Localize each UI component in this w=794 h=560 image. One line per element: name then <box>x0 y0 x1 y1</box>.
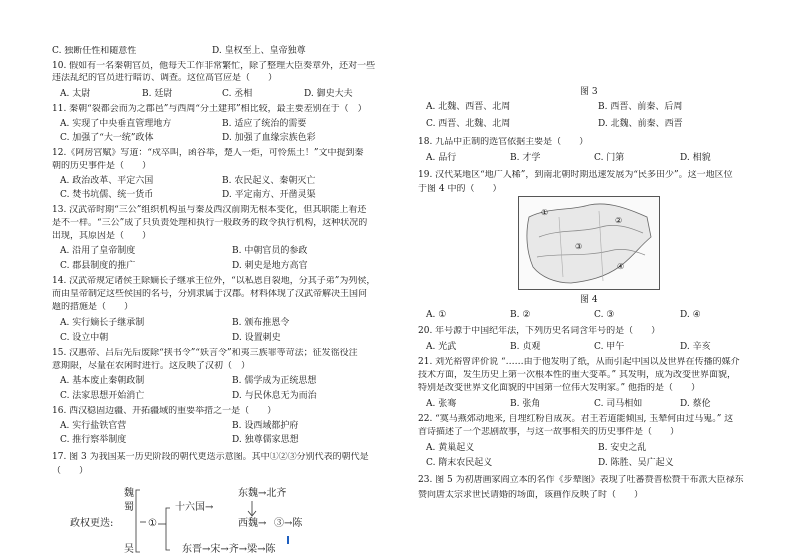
q22-option-c: C. 隋末农民起义 <box>426 458 493 468</box>
q17-stem-1: 17. 图 3 为我国某一历史阶段的朝代更迭示意图。其中①②③分别代表的朝代是 <box>52 452 369 462</box>
q12-option-b: B. 农民起义、秦朝灭亡 <box>222 176 316 186</box>
map-label-3: ③ <box>575 242 583 251</box>
q18-stem: 18. 九品中正制的选官依据主要是（ ） <box>418 137 589 147</box>
figure-4-map <box>518 196 660 290</box>
q19-stem-2: 于图 4 中的（ ） <box>418 184 502 194</box>
q19-option-d: D. ④ <box>680 310 701 320</box>
regime-change-label: 政权更迭: <box>70 518 114 529</box>
q13-stem-1: 13. 汉武帝时期“三公”组织机构虽与秦及西汉前期无根本变化，但其职能上看还 <box>52 205 367 215</box>
q15-stem-2: 意期限，尽量在农闲时进行。这反映了汉初（ ） <box>52 361 251 371</box>
map-label-2: ② <box>615 216 623 225</box>
shu-label: 蜀 <box>124 502 134 513</box>
q23-stem-2: 赞向唐太宗求世民请婚的场面，该画作反映了时（ ） <box>418 490 644 500</box>
q19-option-c: C. ③ <box>594 310 615 320</box>
q20-option-c: C. 甲午 <box>594 342 625 352</box>
q14-stem-1: 14. 汉武帝规定诸侯王除嫡长子继承王位外，“以私恩自裂地，分其子弟”为列侯， <box>52 276 376 286</box>
q23-stem-1: 23. 图 5 为初唐画家阎立本的名作《步辇图》表现了吐蕃赞普松赞干布派大臣禄东 <box>418 475 744 485</box>
q15-option-d: D. 与民休息无为而治 <box>232 391 317 401</box>
map-label-1: ① <box>541 208 549 217</box>
q18-option-b: B. 才学 <box>510 153 541 163</box>
q22-option-a: A. 黄巢起义 <box>426 443 475 453</box>
q14-stem-3: 题的措施是（ ） <box>52 302 134 312</box>
map-label-4: ④ <box>617 262 625 271</box>
q20-option-b: B. 贞观 <box>510 342 541 352</box>
q12-option-d: D. 平定南方、开凿灵渠 <box>222 190 316 200</box>
q16-option-d: D. 独尊儒家思想 <box>232 435 299 445</box>
q18-option-c: C. 门第 <box>594 153 625 163</box>
q9-option-c: C. 独断任性和随意性 <box>52 46 137 56</box>
q10-stem-1: 10. 假如有一名秦朝官员，他每天工作非常繁忙，除了整理大臣奏章外，还对一些 <box>52 61 376 71</box>
q20-stem: 20. 年号源于中国纪年法，下列历史名词含年号的是（ ） <box>418 326 661 336</box>
q12-stem-2: 朝的历史事件是（ ） <box>52 161 152 171</box>
right-column <box>418 0 758 560</box>
q9-option-d: D. 皇权至上、皇帝独尊 <box>212 46 306 56</box>
q16-option-c: C. 推行察举制度 <box>60 435 127 445</box>
q15-option-c: C. 法家思想开始消亡 <box>60 391 145 401</box>
q11-option-c: C. 加强了“大一统”政体 <box>60 133 154 143</box>
q11-option-b: B. 适应了统治的需要 <box>222 119 307 129</box>
western-wei-label: 西魏→ <box>238 518 267 529</box>
q12-stem-1: 12.《阿房宫赋》写道：“戍卒叫，函谷举，楚人一炬，可怜焦土！”文中提到秦 <box>52 148 364 158</box>
figure-3-dynasty-diagram <box>52 484 387 560</box>
q11-option-d: D. 加强了血缘宗族色彩 <box>222 133 316 143</box>
southern-dynasties-label: 东晋→宋→齐→梁→陈 <box>182 544 276 555</box>
q17-option-c: C. 西晋、北魏、北周 <box>426 119 511 129</box>
q22-stem-2: 首诗描述了一个悲剧故事，与这一故事相关的历史事件是（ ） <box>418 427 680 437</box>
q12-option-a: A. 政治改革、平定六国 <box>60 176 154 186</box>
q22-stem-1: 22. “寞马燕郊动地来, 自埋红粉自成灰。君王若道能倾国, 玉辇何由过马嵬。” 这 <box>418 414 734 424</box>
q10-option-b: B. 廷尉 <box>142 89 173 99</box>
q10-option-a: A. 太尉 <box>60 89 91 99</box>
q19-option-b: B. ② <box>510 310 531 320</box>
q13-option-b: B. 中朝官员的参政 <box>232 246 308 256</box>
q15-option-b: B. 儒学成为正统思想 <box>232 376 317 386</box>
q16-option-a: A. 实行盐铁官营 <box>60 421 127 431</box>
eastern-wei-label: 东魏→北齐 <box>238 488 287 499</box>
q17-option-d: D. 北魏、前秦、西晋 <box>598 119 683 129</box>
q21-option-b: B. 张角 <box>510 399 541 409</box>
q17-stem-2: （ ） <box>52 466 89 476</box>
q20-option-d: D. 辛亥 <box>680 342 711 352</box>
q19-stem-1: 19. 汉代某地区“地广人稀”，到南北朝时期迅速发展为“民多田少”。这一地区位 <box>418 170 733 180</box>
q21-option-c: C. 司马相如 <box>594 399 643 409</box>
q21-option-a: A. 张骞 <box>426 399 457 409</box>
q16-stem: 16. 西汉稳固边疆、开拓疆域的重要举措之一是（ ） <box>52 406 277 416</box>
q14-option-c: C. 设立中朝 <box>60 333 109 343</box>
q12-option-c: C. 焚书坑儒、统一货币 <box>60 190 154 200</box>
circle-3-chen-label: ③→陈 <box>274 518 303 529</box>
q22-option-d: D. 陈胜、吴广起义 <box>598 458 674 468</box>
left-column <box>52 0 387 560</box>
q10-option-c: C. 丞相 <box>222 89 253 99</box>
figure-3-caption: 图 3 <box>580 87 598 97</box>
q13-option-c: C. 郡县制度的推广 <box>60 261 136 271</box>
q14-option-d: D. 设置刺史 <box>232 333 281 343</box>
q16-option-b: B. 设西域都护府 <box>232 421 299 431</box>
q13-stem-2: 是不一样。“三公”成了只负责处理和执行一般政务的政令执行机构，这种状况的 <box>52 218 368 228</box>
q19-option-a: A. ① <box>426 310 447 320</box>
q15-stem-1: 15. 汉惠帝、吕后先后废除“挟书令”“妖言令”和夷三族罪等苛法；征发徭役注 <box>52 348 358 358</box>
q18-option-d: D. 相貌 <box>680 153 711 163</box>
sixteen-kingdoms-label: 十六国→ <box>175 502 214 513</box>
q21-option-d: D. 蔡伦 <box>680 399 711 409</box>
q14-option-b: B. 颁布推恩令 <box>232 318 290 328</box>
q18-option-a: A. 品行 <box>426 153 457 163</box>
circle-1: ① <box>148 518 157 529</box>
q15-option-a: A. 基本废止秦朝政制 <box>60 376 145 386</box>
q10-stem-2: 违法乱纪的官员进行暗访、调查。这位高官应是（ ） <box>52 73 278 83</box>
q14-stem-2: 而由皇帝制定这些侯国的名号，分别隶属于汉郡。材料体现了汉武帝解决王国问 <box>52 289 368 299</box>
q14-option-a: A. 实行嫡长子继承制 <box>60 318 145 328</box>
q10-option-d: D. 御史大夫 <box>304 89 353 99</box>
q17-option-a: A. 北魏、西晋、北周 <box>426 102 511 112</box>
q11-option-a: A. 实现了中央垂直管理地方 <box>60 119 172 129</box>
q13-option-d: D. 刺史是地方高官 <box>232 261 308 271</box>
wei-label: 魏 <box>124 488 134 499</box>
figure-4-caption: 图 4 <box>580 295 598 305</box>
diagram-brackets <box>52 484 387 560</box>
q11-stem: 11. 秦朝“裂都会而为之郡邑”与西周“分土建邦”相比较，最主要差别在于（ ） <box>52 104 367 114</box>
china-map-sketch <box>519 197 659 289</box>
q13-stem-3: 出现，其原因是（ ） <box>52 231 152 241</box>
q21-stem-1: 21. 刘光裕曾评价说 “……由于他发明了纸，从而引起中国以及世界在传播的媒介 <box>418 357 740 367</box>
wu-label: 吴 <box>124 544 134 555</box>
q22-option-b: B. 安史之乱 <box>598 443 647 453</box>
q20-option-a: A. 光武 <box>426 342 457 352</box>
q13-option-a: A. 沿用了皇帝制度 <box>60 246 136 256</box>
q21-stem-2: 技术方面，发生历史上第一次根本性的重大变革。” 其发明，成为改变世界面貌， <box>418 370 736 380</box>
q21-stem-3: 特别是改变世界文化面貌的中国第一位伟大发明家。” 他指的是（ ） <box>418 383 700 393</box>
q17-option-b: B. 西晋、前秦、后周 <box>598 102 683 112</box>
